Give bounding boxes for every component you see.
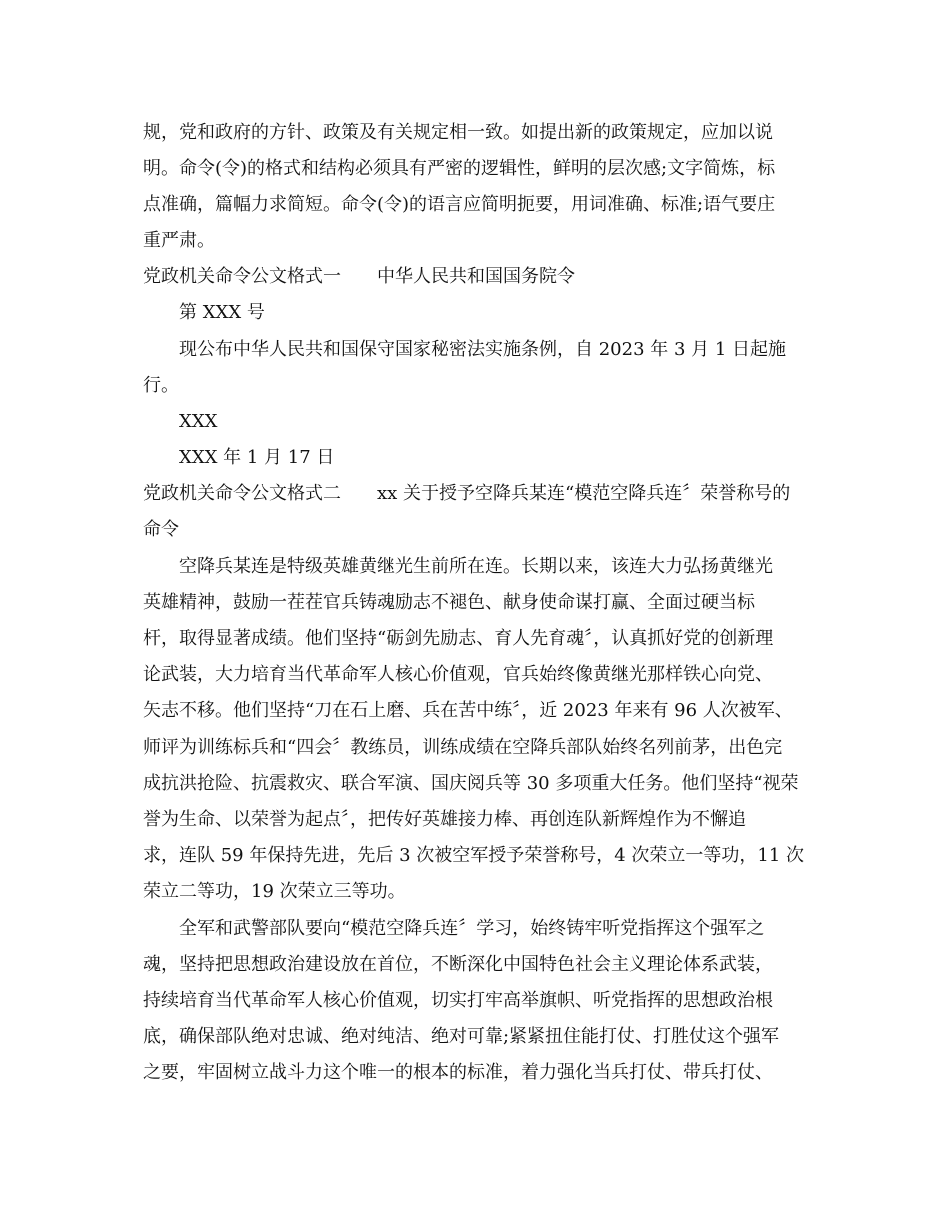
format1-heading-row — [143, 265, 575, 289]
format2-title: xx 关于授予空降兵某连“模范空降兵连〞荣誉称号的 — [377, 483, 791, 504]
format2-para1-line: 求，连队 59 年保持先进，先后 3 次被空军授予荣誉称号，4 次荣立一等功，11 次 — [143, 845, 805, 866]
intro-line: 规，党和政府的方针、政策及有关规定相一致。如提出新的政策规定，应加以说 — [143, 122, 773, 143]
format1-number: 第 XXX 号 — [179, 302, 265, 323]
format2-para2-line: 底，确保部队绝对忠诚、绝对纯洁、绝对可靠;紧紧扭住能打仗、打胜仗这个强军 — [143, 1026, 780, 1047]
format2-para2-line: 持续培育当代革命军人核心价值观，切实打牢高举旗帜、听党指挥的思想政治根 — [143, 990, 773, 1011]
format2-para1-line: 英雄精神，鼓励一茬茬官兵铸魂励志不褪色、献身使命谋打赢、全面过硬当标 — [143, 592, 755, 613]
format2-para1-line: 成抗洪抢险、抗震救灾、联合军演、国庆阅兵等 30 多项重大任务。他们坚持“视荣 — [143, 773, 799, 794]
format2-title-cont: 命令 — [143, 519, 179, 540]
format2-para1-line: 论武装，大力培育当代革命军人核心价值观，官兵始终像黄继光那样铁心向党、 — [143, 664, 773, 685]
intro-line: 点准确，篇幅力求简短。命令(令)的语言应简明扼要，用词准确、标准;语气要庄 — [143, 194, 776, 215]
format2-heading-row — [143, 482, 790, 506]
format2-para1-line: 矢志不移。他们坚持“刀在石上磨、兵在苦中练〞，近 2023 年来有 96 人次被军、 — [143, 700, 793, 721]
format2-para1-line: 师评为训练标兵和“四会〞教练员，训练成绩在空降兵部队始终名列前茅，出色完 — [143, 737, 783, 758]
format1-title: 中华人民共和国国务院令 — [377, 266, 575, 287]
format1-signer: XXX — [179, 411, 218, 432]
format1-body-line: 现公布中华人民共和国保守国家秘密法实施条例，自 2023 年 3 月 1 日起施 — [179, 339, 787, 360]
format2-heading: 党政机关命令公文格式二 — [143, 483, 341, 504]
format1-heading: 党政机关命令公文格式一 — [143, 266, 341, 287]
format2-para1-line: 誉为生命、以荣誉为起点〞，把传好英雄接力棒、再创连队新辉煌作为不懈追 — [143, 809, 746, 830]
format2-para2-line: 之要，牢固树立战斗力这个唯一的根本的标准，着力强化当兵打仗、带兵打仗、 — [143, 1062, 773, 1083]
format1-date: XXX 年 1 月 17 日 — [179, 447, 335, 468]
format2-para2-line: 魂，坚持把思想政治建设放在首位，不断深化中国特色社会主义理论体系武装， — [143, 954, 773, 975]
intro-line: 重严肃。 — [143, 230, 215, 251]
format2-para1-line: 荣立二等功，19 次荣立三等功。 — [143, 881, 406, 902]
format2-para2-line: 全军和武警部队要向“模范空降兵连〞学习，始终铸牢听党指挥这个强军之 — [179, 918, 765, 939]
intro-line: 明。命令(令)的格式和结构必须具有严密的逻辑性，鲜明的层次感;文字简炼，标 — [143, 158, 776, 179]
format2-para1-line: 杆，取得显著成绩。他们坚持“砺剑先励志、育人先育魂〞，认真抓好党的创新理 — [143, 628, 774, 649]
format2-para1-line: 空降兵某连是特级英雄黄继光生前所在连。长期以来，该连大力弘扬黄继光 — [179, 556, 773, 577]
format1-body-line: 行。 — [143, 375, 179, 396]
